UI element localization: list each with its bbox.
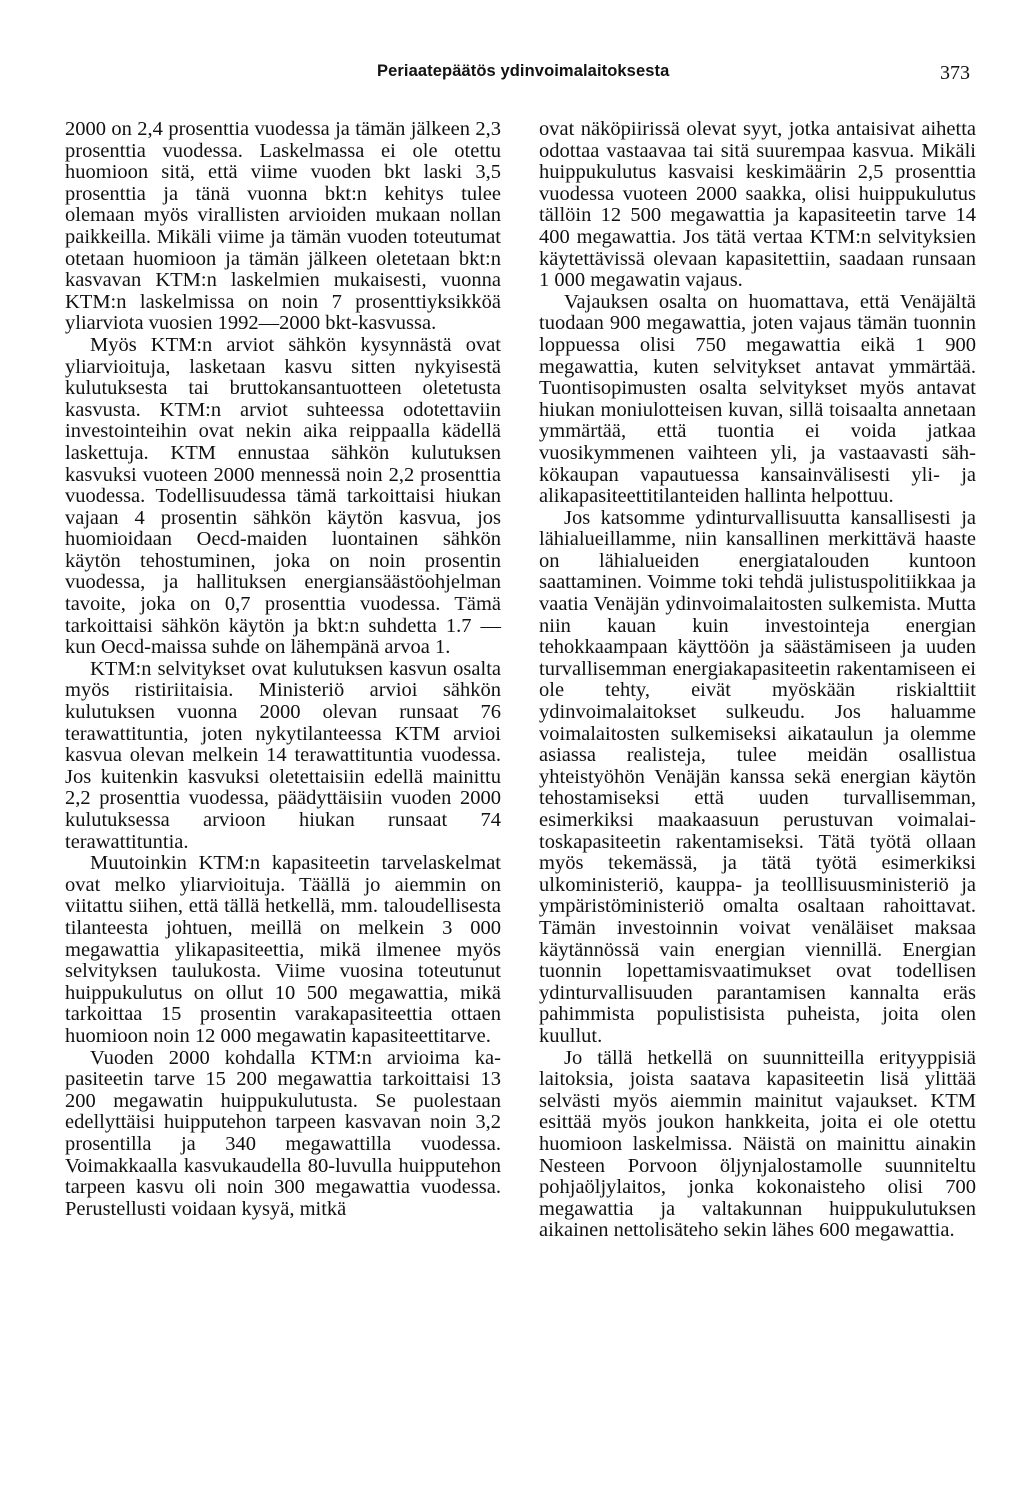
paragraph: Myös KTM:n arviot sähkön kysynnästä ovat yliarvioituja, lasketaan kasvu sitten nykyisestä kulutuksesta tai bruttokansantuotteen oletetusta kasvusta. KTM:n arviot suhteessa odotettaviin investointeihin ovat nekin aika reippaalla kädellä laskettuja. KTM ennustaa sähkön kulutuksen kasvuksi vuoteen 2000 mennessä noin 2,2 prosenttia vuodessa. Todellisuudessa tämä tarkoittaisi hiukan vajaan 4 prosentin sähkön käytön kasvua, jos huomioidaan Oecd-maiden luontainen sähkön käytön tehostuminen, joka on noin prosentin vuodessa, ja hallituksen energiansäästöohjelman tavoite, joka on 0,7 prosenttia vuodessa. Tämä tarkoittaisi sähkön käytön ja bkt:n suhdetta 1.7 — kun Oecd-maissa suhde on lähempänä arvoa 1.: [65, 333, 501, 659]
paragraph: Jos katsomme ydinturvallisuutta kansallisesti ja lähialueillamme, niin kansallinen merkittävä haaste on lähialueiden energiatalouden kuntoon saattaminen. Voimme toki tehdä julistuspolitiikkaa ja vaatia Venäjän ydinvoimalaitosten sulkemista. Mutta niin kauan kuin investointeja energian tehokkaampaan käyttöön ja säästämiseen ja uuden turvallisemman energiakapasiteetin rakentamiseen ei ole tehty, eivät myöskään riskialttiit ydinvoimalaitokset sulkeudu. Jos haluamme voimalaitosten sulkemiseksi aikataulun ja olemme asiassa realisteja, tulee meidän osallistua yhteistyöhön Venäjän kanssa sekä energian käytön tehostamiseksi että uuden turvallisemman, esimerkiksi maakaasuun perustuvan voimalaitoskapasiteetin rakentamiseksi. Tätä työtä ollaan myös tekemässä, ja tätä työtä esimerkiksi ulkoministeriö, kauppa- ja teolllisuusministeriö ja ympäristöministeriö omalta osaltaan rahoittavat. Tämän investoinnin voivat venäläiset maksaa käytännössä vain energian viennillä. Energian tuonnin lopettamisvaatimukset ovat todellisen ydinturvallisuuden parantamisen kannalta eräs pahimmista populistisista puheista, joita olen kuullut.: [539, 506, 976, 1047]
paragraph: Muutoinkin KTM:n kapasiteetin tarvelaskelmat ovat melko yliarvioituja. Täällä jo aiemmin on viitattu siihen, että tällä hetkellä, mm. taloudellisesta tilanteesta johtuen, meillä on melkein 3 000 megawattia ylikapasiteettia, mikä ilmenee myös selvityksen taulukosta. Viime vuosina toteutunut huippukulutus on ollut 10 500 megawattia, mikä tarkoittaa 15 prosentin varakapasiteettia ottaen huomioon noin 12 000 megawatin kapasiteettitarve.: [65, 852, 501, 1047]
paragraph: Jo tällä hetkellä on suunnitteilla erityyppisiä laitoksia, joista saatava kapasiteetin lisä ylittää selvästi myös aiemmin mainitut vajaukset. KTM esittää myös joukon hankkeita, joita ei ole otettu huomioon laskelmissa. Näistä on mainittu ainakin Nesteen Porvoon öljynjalostamolle suunniteltu pohjaöljylaitos, jonka kokonaisteho olisi 700 megawattia ja valtakunnan huippukulutuksen aikainen nettolisäteho sekin lähes 600 megawattia.: [539, 1046, 976, 1242]
paragraph: Vuoden 2000 kohdalla KTM:n arvioima kapasiteetin tarve 15 200 megawattia tarkoittaisi 13 200 megawatin huippukulutusta. Se puolestaan edellyttäisi huipputehon tarpeen kasvavan noin 3,2 prosentilla ja 340 megawattilla vuodessa. Voimakkaalla kasvukaudella 80-luvulla huipputehon tarpeen kasvu oli noin 300 megawattia vuodessa. Perustellusti voidaan kysyä, mitkä: [65, 1046, 501, 1220]
left-column: [65, 119, 501, 1220]
page-number: 373: [940, 62, 970, 84]
paragraph: Vajauksen osalta on huomattava, että Venäjältä tuodaan 900 megawattia, joten vajaus tämän tuonnin loppuessa olisi 750 megawattia eikä 1 900 megawattia, kuten selvitykset antavat ymmärtää. Tuontisopimusten osalta selvitykset myös antavat hiukan moniulotteisen kuvan, sillä toisaalta annetaan ymmärtää, että tuontia ei voida jatkaa vuosikymmenen vaihteen yli, ja vastaavasti sähkökaupan vapautuessa kansainvälisesti yli- ja alikapasiteettitilanteiden hallinta helpottuu.: [539, 290, 976, 508]
right-column: [539, 119, 976, 1242]
paragraph: KTM:n selvitykset ovat kulutuksen kasvun osalta myös ristiriitaisia. Ministeriö arvioi sähkön kulutuksen vuonna 2000 olevan runsaat 76 terawattituntia, joten nykytilanteessa KTM arvioi kasvua olevan melkein 14 terawattituntia vuodessa. Jos kuitenkin kasvuksi oletettaisiin edellä mainittu 2,2 prosenttia vuodessa, päädyttäisiin vuoden 2000 kulutuksessa arvioon hiukan runsaat 74 terawattituntia.: [65, 657, 501, 853]
paragraph: 2000 on 2,4 prosenttia vuodessa ja tämän jälkeen 2,3 prosenttia vuodessa. Laskelmassa ei ole otettu huomioon sitä, että viime vuoden bkt laski 3,5 prosenttia ja tänä vuonna bkt:n kehitys tulee olemaan myös virallisten arvioiden mukaan nollan paikkeilla. Mikäli viime ja tämän vuoden toteutumat otetaan huomioon ja tämän jälkeen oletetaan bkt:n kasvavan KTM:n laskelmien mukaisesti, vuonna KTM:n laskelmissa on noin 7 prosenttiyksikköä yliarviota vuosien 1992—2000 bkt-kasvussa.: [65, 118, 501, 335]
page-header: [0, 62, 1024, 92]
running-title: Periaatepäätös ydinvoimalaitoksesta: [377, 62, 670, 80]
paragraph: ovat näköpiirissä olevat syyt, jotka antaisivat aihetta odottaa vastaavaa tai sitä suurempaa kasvua. Mikäli huippukulutus kasvaisi keskimäärin 2,5 prosenttia vuodessa vuoteen 2000 saakka, olisi huippukulutus tällöin 12 500 megawattia ja kapasiteetin tarve 14 400 megawattia. Jos tätä vertaa KTM:n selvityksien käytettävissä olevaan kapasitettiin, saadaan runsaan 1 000 megawatin vajaus.: [539, 118, 976, 292]
